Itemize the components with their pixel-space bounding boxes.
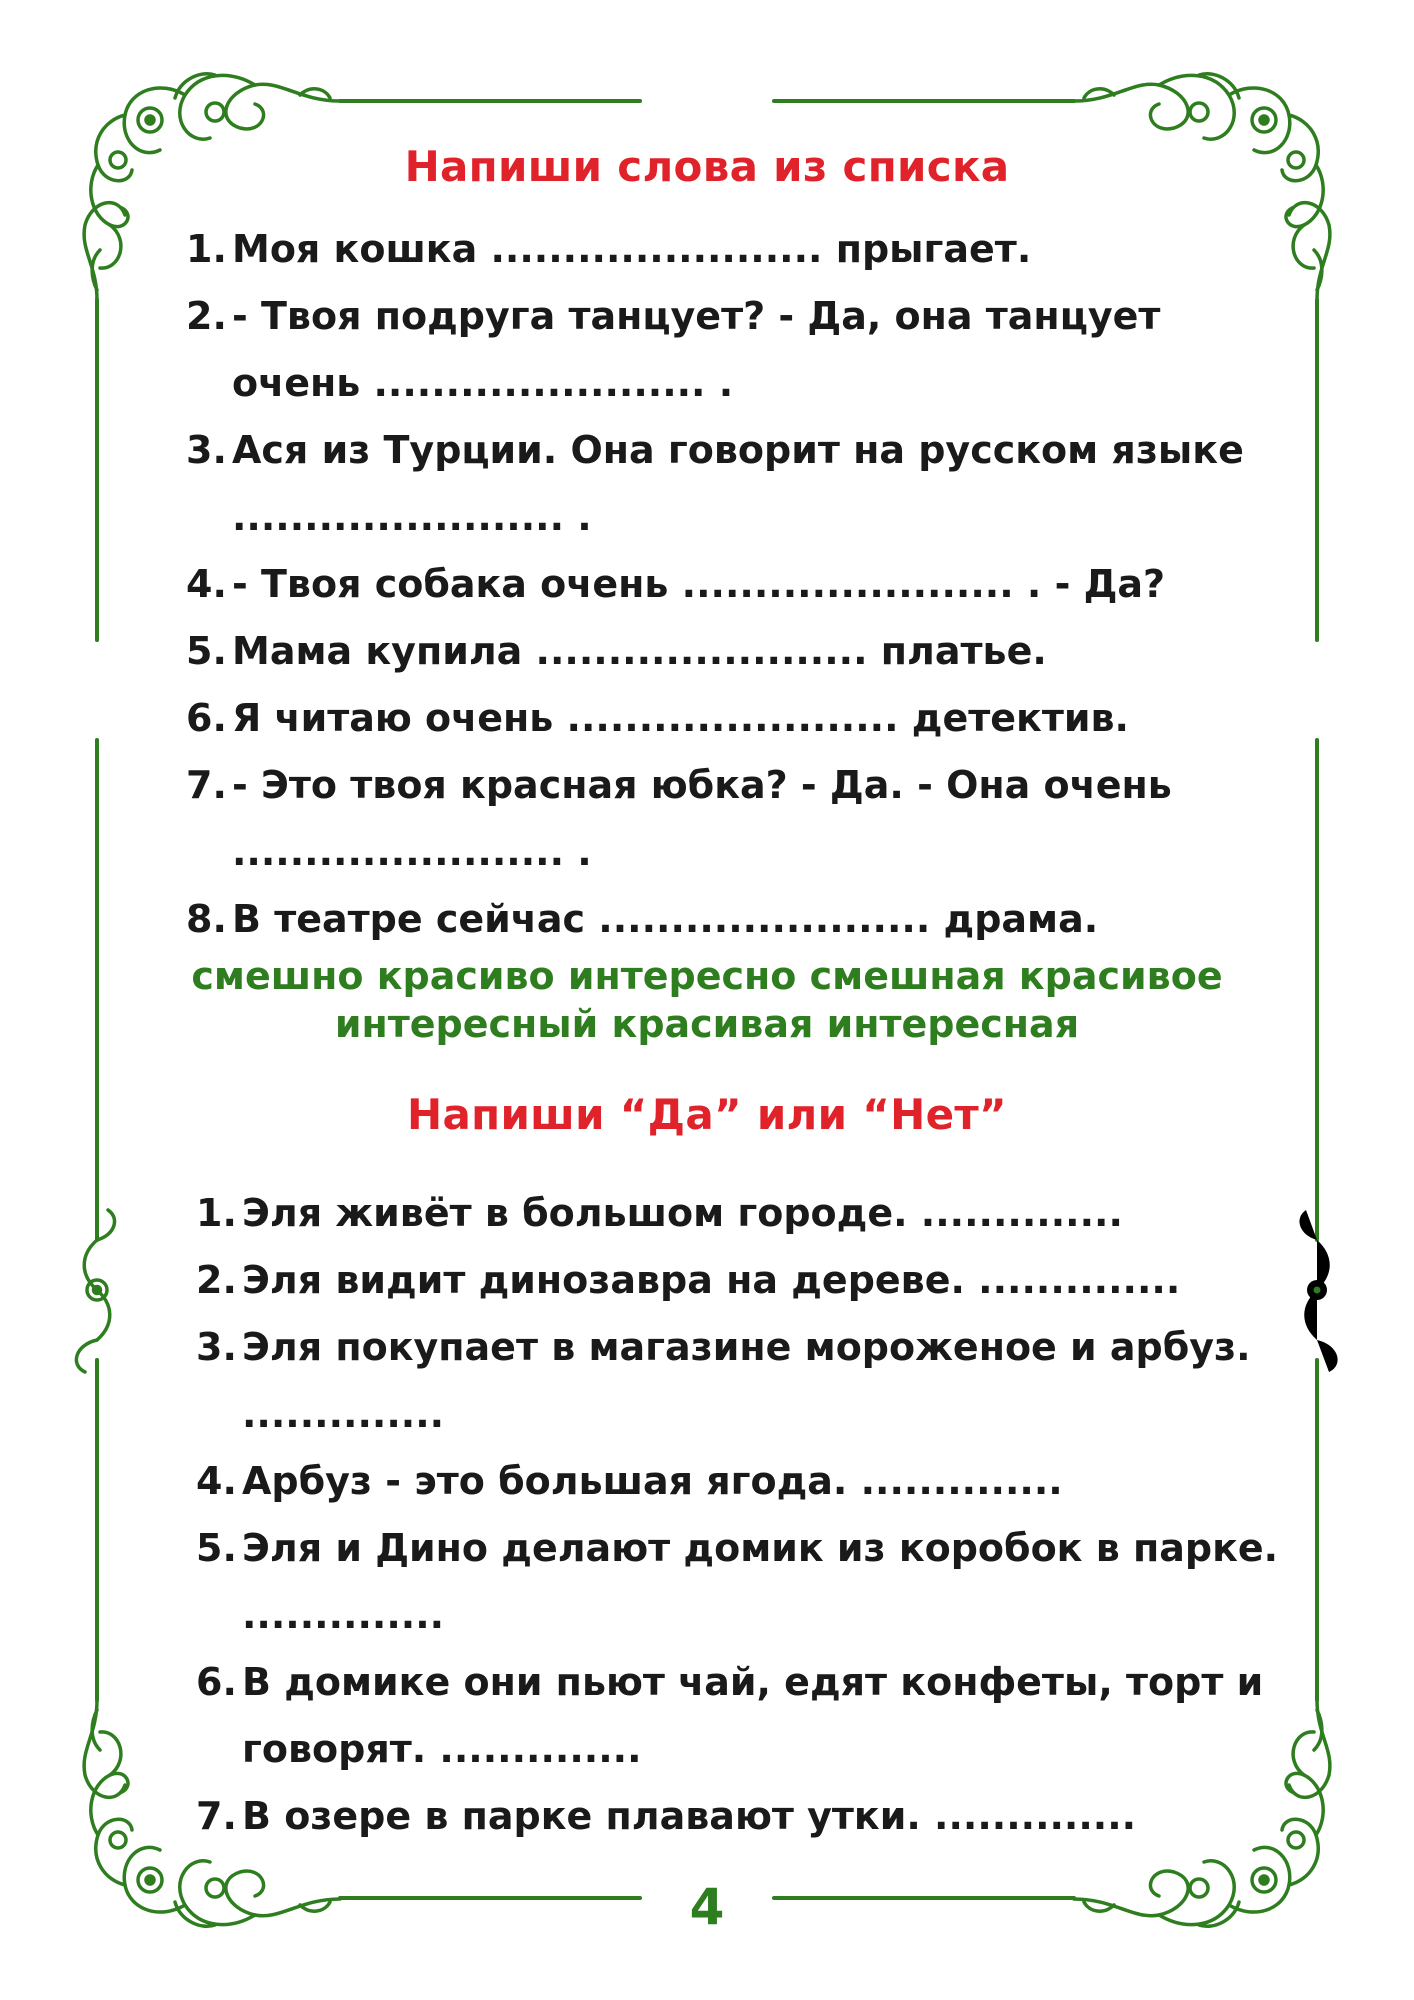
- item-text: Эля живёт в большом городе. ..............: [242, 1191, 1123, 1235]
- item-text: - Твоя подруга танцует? - Да, она танцует: [232, 294, 1161, 338]
- section-title-yes-no: Напиши “Да” или “Нет”: [407, 1090, 1007, 1139]
- list-item: [196, 1180, 1286, 1247]
- item-number: 6.: [186, 696, 227, 740]
- item-text: говорят. ..............: [242, 1727, 642, 1771]
- item-text: Моя кошка ....................... прыгает.: [232, 227, 1032, 271]
- item-number: 5.: [186, 629, 227, 673]
- list-item: [196, 1314, 1286, 1448]
- item-number: 2.: [186, 294, 227, 338]
- list-item: [196, 1649, 1286, 1783]
- list-item: [186, 685, 1276, 752]
- list-item: [196, 1515, 1286, 1649]
- list-item: [186, 417, 1276, 551]
- item-number: 3.: [196, 1325, 237, 1369]
- item-number: 1.: [196, 1191, 237, 1235]
- item-text: ..............: [242, 1593, 445, 1637]
- list-item: [186, 551, 1276, 618]
- item-text: ..............: [242, 1392, 445, 1436]
- word-bank: [0, 952, 1414, 1048]
- item-text: Эля покупает в магазине мороженое и арбуз.: [242, 1325, 1251, 1369]
- list-item: [186, 752, 1276, 886]
- item-number: 6.: [196, 1660, 237, 1704]
- item-text: В домике они пьют чай, едят конфеты, торт и: [242, 1660, 1264, 1704]
- page-number: 4: [689, 1878, 725, 1936]
- list-item: [186, 283, 1276, 417]
- item-text: очень ....................... .: [232, 361, 734, 405]
- item-number: 3.: [186, 428, 227, 472]
- item-number: 7.: [196, 1794, 237, 1838]
- item-text: - Это твоя красная юбка? - Да. - Она очень: [232, 763, 1172, 807]
- item-text: Я читаю очень ....................... детектив.: [232, 696, 1129, 740]
- item-text: Эля видит динозавра на дереве. ..............: [242, 1258, 1181, 1302]
- item-number: 8.: [186, 897, 227, 941]
- yes-no-list: [196, 1180, 1286, 1850]
- list-item: [196, 1247, 1286, 1314]
- item-text: В озере в парке плавают утки. ..............: [242, 1794, 1137, 1838]
- item-number: 7.: [186, 763, 227, 807]
- item-text: ....................... .: [232, 830, 592, 874]
- list-item: [186, 618, 1276, 685]
- item-text: Эля и Дино делают домик из коробок в парке.: [242, 1526, 1279, 1570]
- item-number: 5.: [196, 1526, 237, 1570]
- item-text: В театре сейчас ....................... драма.: [232, 897, 1099, 941]
- list-item: [196, 1783, 1286, 1850]
- fill-words-list: [186, 216, 1276, 953]
- item-text: Арбуз - это большая ягода. ..............: [242, 1459, 1063, 1503]
- item-text: - Твоя собака очень ....................... . - Да?: [232, 562, 1166, 606]
- item-text: Ася из Турции. Она говорит на русском языке: [232, 428, 1244, 472]
- item-number: 4.: [196, 1459, 237, 1503]
- item-number: 1.: [186, 227, 227, 271]
- list-item: [186, 216, 1276, 283]
- item-text: ....................... .: [232, 495, 592, 539]
- item-text: Мама купила ....................... платье.: [232, 629, 1047, 673]
- word-bank-line: интересный красивая интересная: [334, 1002, 1080, 1046]
- list-item: [196, 1448, 1286, 1515]
- section-title-fill-words: Напиши слова из списка: [404, 142, 1010, 191]
- item-number: 2.: [196, 1258, 237, 1302]
- item-number: 4.: [186, 562, 227, 606]
- word-bank-line: смешно красиво интересно смешная красивое: [191, 954, 1223, 998]
- list-item: [186, 886, 1276, 953]
